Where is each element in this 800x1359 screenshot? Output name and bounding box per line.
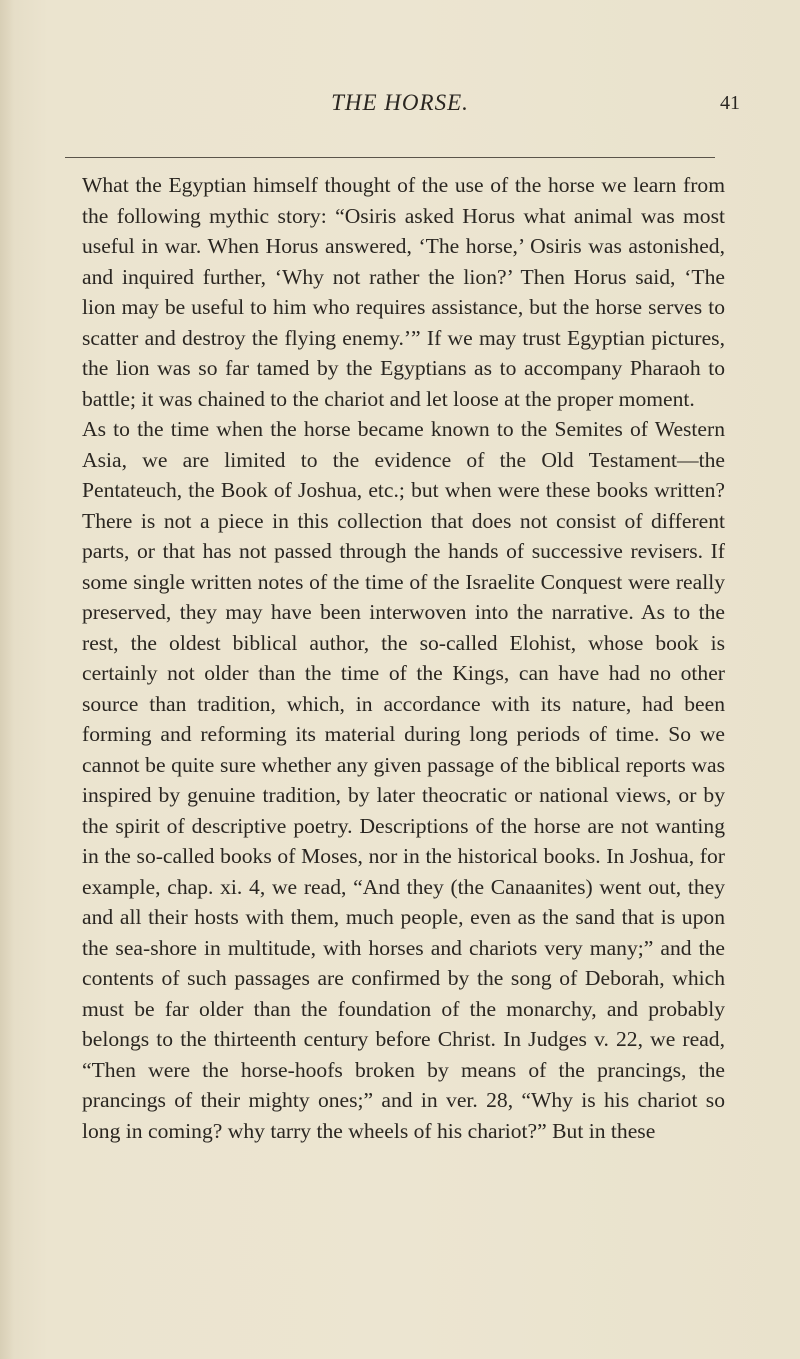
page-number: 41	[720, 92, 740, 114]
running-header	[60, 90, 740, 130]
paragraph: What the Egyptian himself thought of the use of the horse we learn from the following mythic story: “Osiris asked Horus what animal was most useful in war. When Horus answered, ‘The horse,’ Osiris was astonished, and inquired further, ‘Why not rather the lion?’ Then Horus said, ‘The lion may be useful to him who requires assistance, but the horse serves to scatter and destroy the flying enemy.’” If we may trust Egyptian pictures, the lion was so far tamed by the Egyptians as to accompany Pharaoh to battle; it was chained to the chariot and let loose at the proper moment.	[82, 173, 725, 411]
header-rule	[65, 157, 715, 158]
paragraph: As to the time when the horse became known to the Semites of Western Asia, we are limited to the evidence of the Old Testament—the Pentateuch, the Book of Joshua, etc.; but when were these books written? There is not a piece in this collection that does not consist of different parts, or that has not passed through the hands of successive revisers. If some single written notes of the time of the Israelite Conquest were really preserved, they may have been interwoven into the narrative. As to the rest, the oldest biblical author, the so-called Elohist, whose book is certainly not older than the time of the Kings, can have had no other source than tradition, which, in accordance with its nature, had been forming and reforming its material during long periods of time. So we cannot be quite sure whether any given passage of the biblical reports was inspired by genuine tradition, by later theocratic or national views, or by the spirit of descriptive poetry. Descriptions of the horse are not wanting in the so-called books of Moses, nor in the historical books. In Joshua, for example, chap. xi. 4, we read, “And they (the Canaanites) went out, they and all their hosts with them, much people, even as the sand that is upon the sea-shore in multitude, with horses and chariots very many;” and the contents of such passages are confirmed by the song of Deborah, which must be far older than the foundation of the monarchy, and probably belongs to the thirteenth century before Christ. In Judges v. 22, we read, “Then were the horse-hoofs broken by means of the prancings, the prancings of their mighty ones;” and in ver. 28, “Why is his chariot so long in coming? why tarry the wheels of his chariot?” But in these	[82, 417, 725, 1143]
page-gutter-shadow	[0, 0, 14, 1359]
body-text	[82, 170, 725, 1146]
running-title: THE HORSE.	[331, 90, 469, 115]
